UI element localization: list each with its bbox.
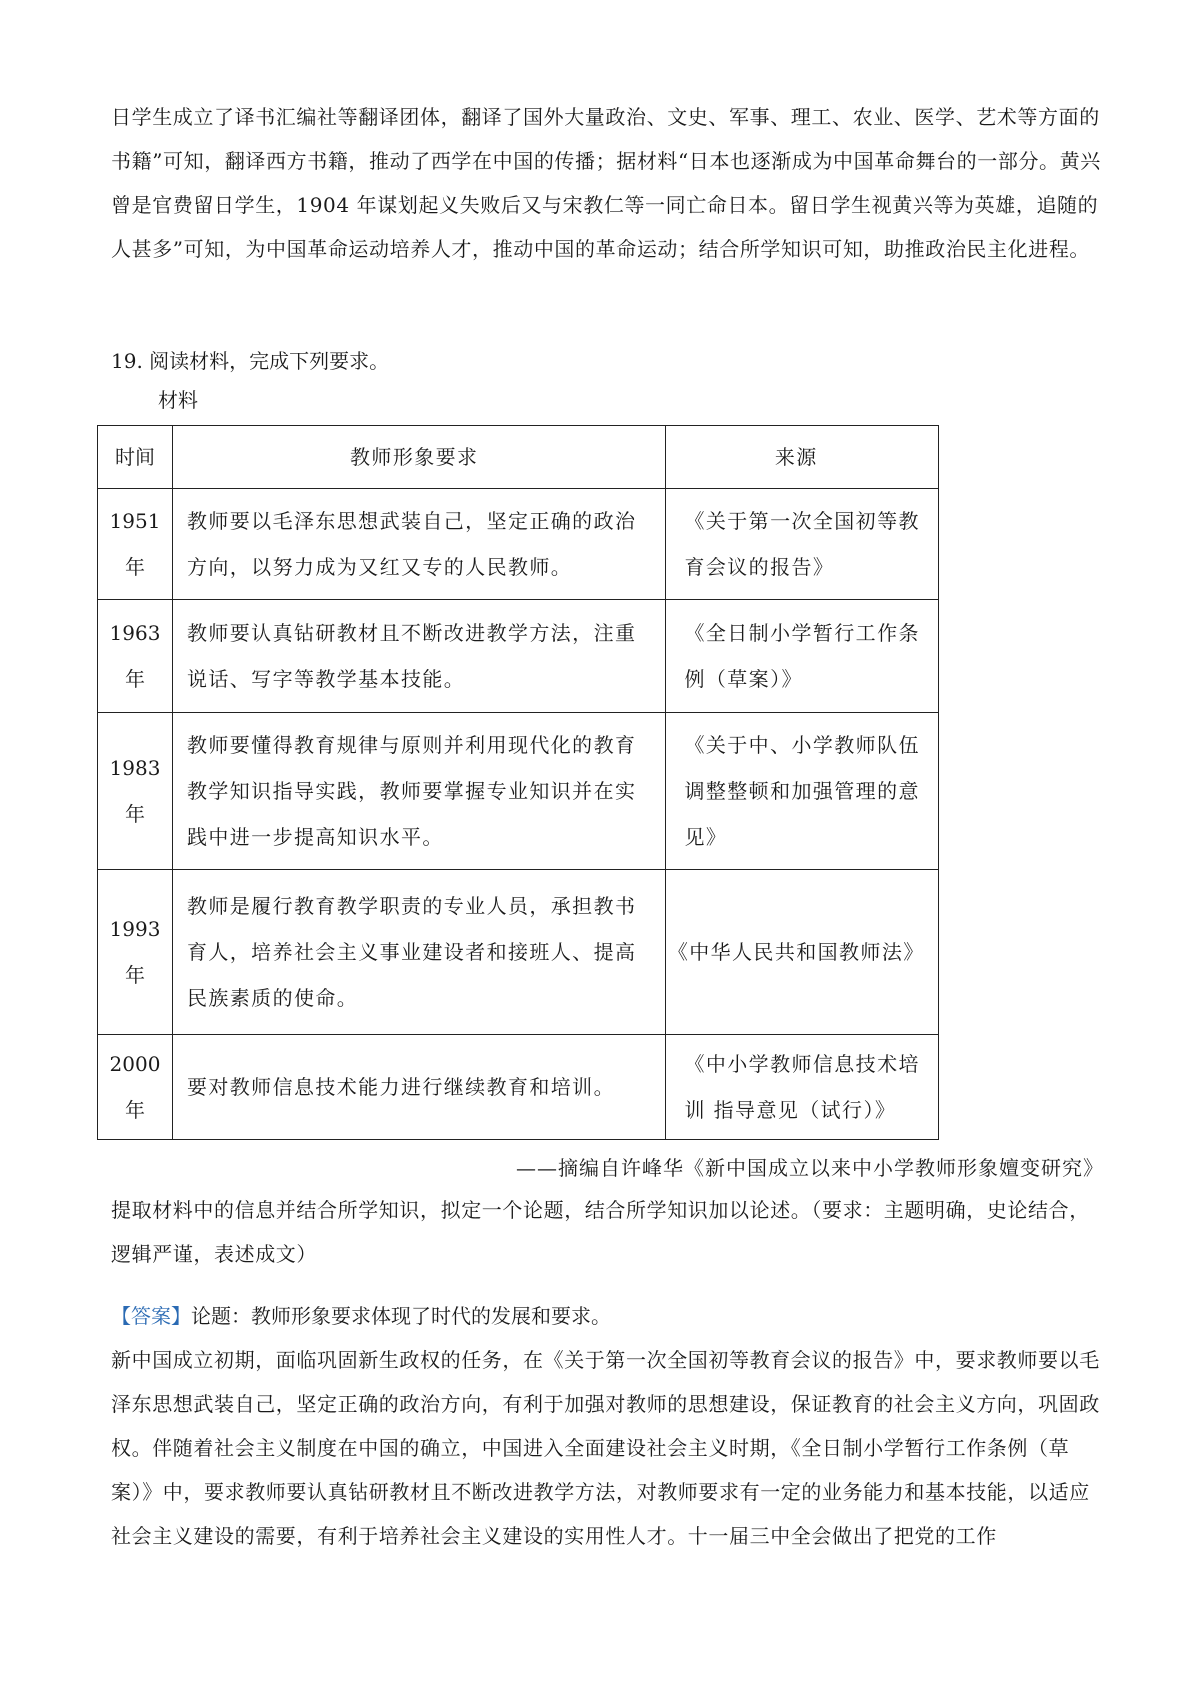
- row-requirement: 要对教师信息技术能力进行继续教育和培训。: [172, 1035, 666, 1140]
- row-year: 1993 年: [98, 870, 173, 1035]
- header-requirement: 教师形象要求: [172, 426, 666, 489]
- essay-paragraph: 新中国成立初期，面临巩固新生政权的任务，在《关于第一次全国初等教育会议的报告》中，要求教师要以毛泽东思想武装自己，坚定正确的政治方向，有利于加强对教师的思想建设，保证教育的社会主义方向，巩固政权。伴随着社会主义制度在中国的确立，中国进入全面建设社会主义时期，《全日制小学暂行工作条例（草案）》中，要求教师要认真钻研教材且不断改进教学方法，对教师要求有一定的业务能力和基本技能，以适应社会主义建设的需要，有利于培养社会主义建设的实用性人才。十一届三中全会做出了把党的工作: [111, 1348, 1100, 1548]
- material-label: 材料: [158, 388, 198, 412]
- answer-tag: 【答案】: [111, 1304, 191, 1328]
- question-heading: 19. 阅读材料，完成下列要求。: [111, 349, 390, 373]
- task-prompt: 提取材料中的信息并结合所学知识，拟定一个论题，结合所学知识加以论述。（要求：主题明确，史论结合，逻辑严谨，表述成文）: [111, 1198, 1090, 1266]
- row-source: 《关于中、小学教师队伍调整整顿和加强管理的意见》: [666, 713, 939, 870]
- table-row: [98, 713, 939, 870]
- table-row: [98, 600, 939, 713]
- table-row: [98, 1035, 939, 1140]
- row-year: 2000 年: [98, 1035, 173, 1140]
- row-requirement: 教师要认真钻研教材且不断改进教学方法，注重说话、写字等教学基本技能。: [172, 600, 666, 713]
- row-source: 《中小学教师信息技术培训 指导意见（试行）》: [666, 1035, 939, 1140]
- row-year: 1951 年: [98, 489, 173, 600]
- answer-thesis: 论题：教师形象要求体现了时代的发展和要求。: [191, 1304, 611, 1328]
- row-requirement: 教师要懂得教育规律与原则并利用现代化的教育教学知识指导实践，教师要掌握专业知识并在实践中进一步提高知识水平。: [172, 713, 666, 870]
- header-time: 时间: [98, 426, 173, 489]
- table-header-row: [98, 426, 939, 489]
- row-source: 《全日制小学暂行工作条例（草案）》: [666, 600, 939, 713]
- row-year: 1983 年: [98, 713, 173, 870]
- row-requirement: 教师要以毛泽东思想武装自己，坚定正确的政治方向，以努力成为又红又专的人民教师。: [172, 489, 666, 600]
- row-requirement: 教师是履行教育教学职责的专业人员，承担教书育人，培养社会主义事业建设者和接班人、提高民族素质的使命。: [172, 870, 666, 1035]
- intro-paragraph: 日学生成立了译书汇编社等翻译团体，翻译了国外大量政治、文史、军事、理工、农业、医学、艺术等方面的书籍”可知，翻译西方书籍，推动了西学在中国的传播；据材料“日本也逐渐成为中国革命舞台的一部分。黄兴曾是官费留日学生，1904 年谋划起义失败后又与宋教仁等一同亡命日本。留日学生视黄兴等为英雄，追随的人甚多”可知，为中国革命运动培养人才，推动中国的革命运动；结合所学知识可知，助推政治民主化进程。: [111, 105, 1101, 261]
- material-table: [97, 425, 939, 1140]
- answer-line: [111, 1296, 611, 1336]
- header-source: 来源: [666, 426, 939, 489]
- row-source: 《关于第一次全国初等教育会议的报告》: [666, 489, 939, 600]
- row-year: 1963 年: [98, 600, 173, 713]
- row-source: 《中华人民共和国教师法》: [666, 870, 939, 1035]
- citation: ——摘编自许峰华《新中国成立以来中小学教师形象嬗变研究》: [516, 1156, 1104, 1180]
- table-row: [98, 489, 939, 600]
- table-row: [98, 870, 939, 1035]
